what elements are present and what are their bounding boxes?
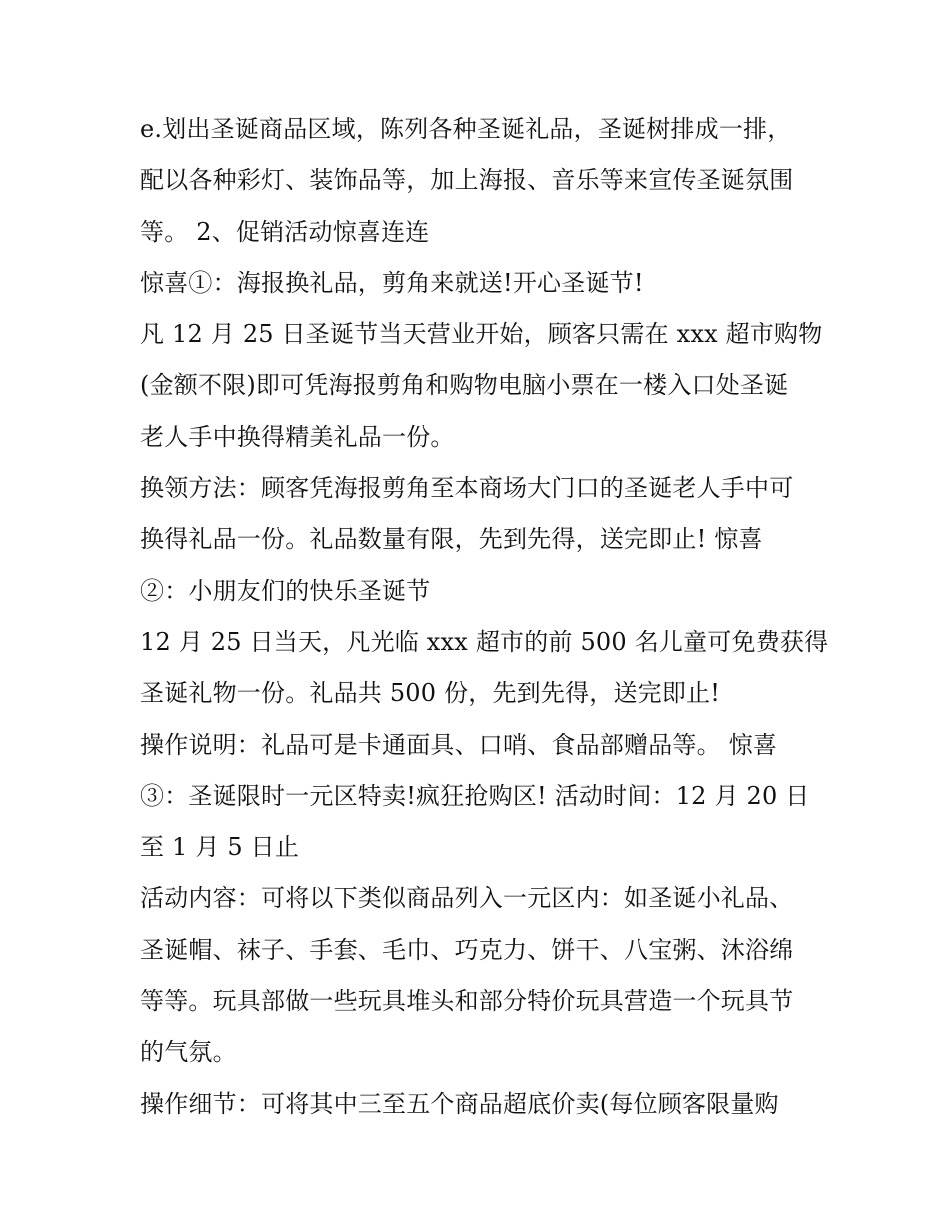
text-line: 操作说明：礼品可是卡通面具、口哨、食品部赠品等。 惊喜 xyxy=(140,730,778,759)
text-line: 12 月 25 日当天，凡光临 xxx 超市的前 500 名儿童可免费获得 xyxy=(140,627,829,656)
text-line: 活动内容：可将以下类似商品列入一元区内：如圣诞小礼品、 xyxy=(140,884,794,913)
text-line: 等等。玩具部做一些玩具堆头和部分特价玩具营造一个玩具节 xyxy=(140,987,794,1016)
text-line: 等。 2、促销活动惊喜连连 xyxy=(140,217,430,246)
document-body xyxy=(140,104,830,1130)
text-line: e.划出圣诞商品区域，陈列各种圣诞礼品，圣诞树排成一排， xyxy=(140,115,792,143)
text-line: 老人手中换得精美礼品一份。 xyxy=(140,422,455,451)
text-line: 圣诞帽、袜子、手套、毛巾、巧克力、饼干、八宝粥、沐浴绵 xyxy=(140,935,794,964)
text-line: 配以各种彩灯、装饰品等，加上海报、音乐等来宣传圣诞氛围 xyxy=(140,166,794,195)
text-line: ③：圣诞限时一元区特卖!疯狂抢购区! 活动时间：12 月 20 日 xyxy=(140,781,810,810)
text-line: 换领方法：顾客凭海报剪角至本商场大门口的圣诞老人手中可 xyxy=(140,474,794,503)
text-line: 惊喜①：海报换礼品，剪角来就送!开心圣诞节! xyxy=(140,268,644,297)
text-line: 圣诞礼物一份。礼品共 500 份，先到先得，送完即止! xyxy=(140,679,721,708)
text-line: ②：小朋友们的快乐圣诞节 xyxy=(140,576,431,605)
text-line: (金额不限)即可凭海报剪角和购物电脑小票在一楼入口处圣诞 xyxy=(140,371,789,400)
text-line: 至 1 月 5 日止 xyxy=(140,833,300,862)
text-line: 凡 12 月 25 日圣诞节当天营业开始，顾客只需在 xxx 超市购物 xyxy=(140,320,823,349)
text-line: 换得礼品一份。礼品数量有限，先到先得，送完即止! 惊喜 xyxy=(140,525,763,554)
text-line: 操作细节：可将其中三至五个商品超底价卖(每位顾客限量购 xyxy=(140,1089,779,1118)
text-line: 的气氛。 xyxy=(140,1038,237,1067)
